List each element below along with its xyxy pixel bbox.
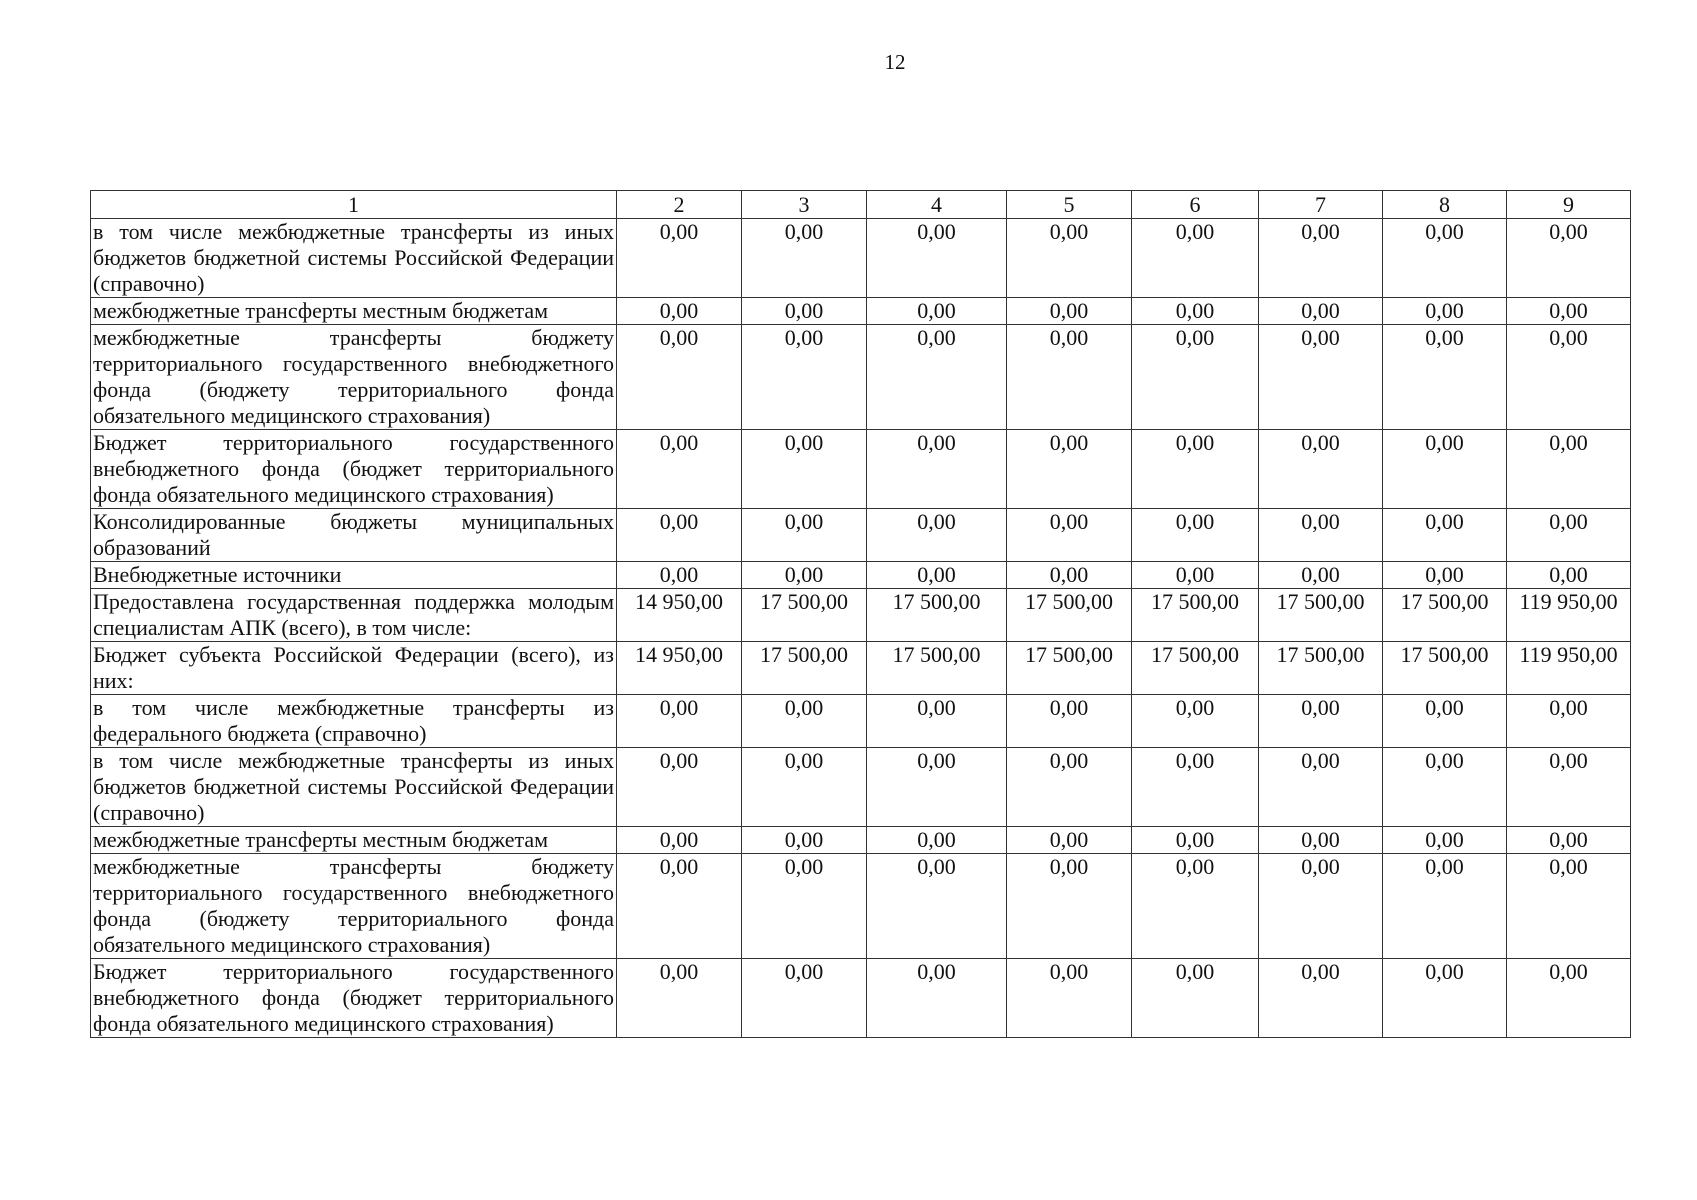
value-cell: 0,00 [1007, 509, 1132, 562]
value-cell: 0,00 [1132, 325, 1259, 430]
row-label: межбюджетные трансферты бюджету территориального государственного внебюджетного фонда (бюджету территориального фонда обязательного медицинского страхования) [91, 854, 617, 959]
column-number-5: 5 [1007, 191, 1132, 219]
value-cell: 0,00 [1132, 959, 1259, 1038]
value-cell: 0,00 [617, 748, 742, 827]
value-cell: 119 950,00 [1507, 642, 1631, 695]
column-number-7: 7 [1259, 191, 1383, 219]
value-cell: 119 950,00 [1507, 589, 1631, 642]
row-label: в том числе межбюджетные трансферты из иных бюджетов бюджетной системы Российской Федерации (справочно) [91, 748, 617, 827]
value-cell: 0,00 [1507, 959, 1631, 1038]
value-cell: 0,00 [1259, 325, 1383, 430]
value-cell: 0,00 [867, 298, 1007, 325]
table-row [91, 695, 1631, 748]
value-cell: 0,00 [1007, 695, 1132, 748]
value-cell: 0,00 [1007, 959, 1132, 1038]
value-cell: 0,00 [742, 827, 867, 854]
value-cell: 0,00 [617, 854, 742, 959]
row-label: Предоставлена государственная поддержка молодым специалистам АПК (всего), в том числе: [91, 589, 617, 642]
value-cell: 0,00 [1507, 298, 1631, 325]
row-label: межбюджетные трансферты местным бюджетам [91, 298, 617, 325]
value-cell: 0,00 [1383, 695, 1507, 748]
value-cell: 0,00 [1132, 509, 1259, 562]
value-cell: 0,00 [1132, 430, 1259, 509]
row-label: в том числе межбюджетные трансферты из иных бюджетов бюджетной системы Российской Федерации (справочно) [91, 219, 617, 298]
table-row [91, 562, 1631, 589]
value-cell: 0,00 [867, 959, 1007, 1038]
value-cell: 0,00 [867, 854, 1007, 959]
value-cell: 0,00 [617, 509, 742, 562]
value-cell: 0,00 [867, 695, 1007, 748]
value-cell: 0,00 [1007, 430, 1132, 509]
value-cell: 0,00 [742, 219, 867, 298]
value-cell: 0,00 [867, 509, 1007, 562]
value-cell: 17 500,00 [867, 589, 1007, 642]
value-cell: 0,00 [1507, 748, 1631, 827]
value-cell: 0,00 [617, 827, 742, 854]
value-cell: 0,00 [867, 827, 1007, 854]
value-cell: 0,00 [1507, 219, 1631, 298]
column-number-6: 6 [1132, 191, 1259, 219]
row-label: межбюджетные трансферты бюджету территориального государственного внебюджетного фонда (бюджету территориального фонда обязательного медицинского страхования) [91, 325, 617, 430]
value-cell: 17 500,00 [742, 642, 867, 695]
value-cell: 0,00 [1259, 748, 1383, 827]
table-row [91, 509, 1631, 562]
column-number-1: 1 [91, 191, 617, 219]
value-cell: 0,00 [617, 219, 742, 298]
value-cell: 0,00 [867, 562, 1007, 589]
value-cell: 17 500,00 [742, 589, 867, 642]
value-cell: 0,00 [1383, 325, 1507, 430]
value-cell: 17 500,00 [867, 642, 1007, 695]
value-cell: 0,00 [742, 959, 867, 1038]
row-label: Бюджет территориального государственного внебюджетного фонда (бюджет территориального фонда обязательного медицинского страхования) [91, 430, 617, 509]
value-cell: 17 500,00 [1259, 642, 1383, 695]
value-cell: 0,00 [1259, 562, 1383, 589]
value-cell: 0,00 [1383, 748, 1507, 827]
row-label: Бюджет территориального государственного внебюджетного фонда (бюджет территориального фонда обязательного медицинского страхования) [91, 959, 617, 1038]
row-label: Бюджет субъекта Российской Федерации (всего), из них: [91, 642, 617, 695]
value-cell: 0,00 [1132, 562, 1259, 589]
value-cell: 0,00 [617, 695, 742, 748]
value-cell: 0,00 [1132, 695, 1259, 748]
column-number-9: 9 [1507, 191, 1631, 219]
column-number-3: 3 [742, 191, 867, 219]
value-cell: 17 500,00 [1007, 642, 1132, 695]
table-row [91, 219, 1631, 298]
value-cell: 0,00 [1132, 854, 1259, 959]
value-cell: 0,00 [1507, 325, 1631, 430]
value-cell: 0,00 [867, 325, 1007, 430]
value-cell: 0,00 [1507, 509, 1631, 562]
value-cell: 0,00 [1007, 562, 1132, 589]
value-cell: 17 500,00 [1007, 589, 1132, 642]
table-row [91, 959, 1631, 1038]
table-row [91, 748, 1631, 827]
column-number-4: 4 [867, 191, 1007, 219]
table-row [91, 642, 1631, 695]
value-cell: 0,00 [742, 430, 867, 509]
header-row [91, 191, 1631, 219]
row-label: в том числе межбюджетные трансферты из федерального бюджета (справочно) [91, 695, 617, 748]
value-cell: 0,00 [742, 325, 867, 430]
table-row [91, 298, 1631, 325]
value-cell: 0,00 [1507, 562, 1631, 589]
row-label: межбюджетные трансферты местным бюджетам [91, 827, 617, 854]
table-row [91, 430, 1631, 509]
row-label: Консолидированные бюджеты муниципальных образований [91, 509, 617, 562]
row-label: Внебюджетные источники [91, 562, 617, 589]
column-number-8: 8 [1383, 191, 1507, 219]
value-cell: 0,00 [617, 298, 742, 325]
value-cell: 0,00 [867, 430, 1007, 509]
table-row [91, 827, 1631, 854]
value-cell: 0,00 [1259, 827, 1383, 854]
value-cell: 0,00 [617, 325, 742, 430]
value-cell: 0,00 [1007, 219, 1132, 298]
value-cell: 0,00 [867, 219, 1007, 298]
value-cell: 0,00 [742, 748, 867, 827]
value-cell: 0,00 [1383, 959, 1507, 1038]
table-row [91, 589, 1631, 642]
value-cell: 0,00 [1007, 298, 1132, 325]
table-row [91, 325, 1631, 430]
value-cell: 0,00 [1007, 854, 1132, 959]
value-cell: 0,00 [1007, 748, 1132, 827]
value-cell: 0,00 [1259, 298, 1383, 325]
table-row [91, 854, 1631, 959]
value-cell: 0,00 [867, 748, 1007, 827]
value-cell: 0,00 [1259, 219, 1383, 298]
value-cell: 0,00 [1507, 430, 1631, 509]
value-cell: 0,00 [1132, 298, 1259, 325]
value-cell: 0,00 [617, 562, 742, 589]
value-cell: 0,00 [1259, 695, 1383, 748]
value-cell: 0,00 [617, 959, 742, 1038]
page-number: 12 [884, 50, 906, 74]
value-cell: 0,00 [742, 509, 867, 562]
value-cell: 0,00 [1507, 695, 1631, 748]
value-cell: 0,00 [1383, 562, 1507, 589]
value-cell: 0,00 [1383, 298, 1507, 325]
value-cell: 0,00 [1007, 325, 1132, 430]
value-cell: 14 950,00 [617, 589, 742, 642]
value-cell: 0,00 [1259, 959, 1383, 1038]
value-cell: 0,00 [1132, 748, 1259, 827]
value-cell: 0,00 [742, 695, 867, 748]
value-cell: 0,00 [742, 562, 867, 589]
value-cell: 0,00 [742, 298, 867, 325]
value-cell: 0,00 [1007, 827, 1132, 854]
value-cell: 17 500,00 [1383, 642, 1507, 695]
value-cell: 0,00 [1507, 827, 1631, 854]
value-cell: 0,00 [1383, 219, 1507, 298]
column-number-2: 2 [617, 191, 742, 219]
value-cell: 0,00 [1383, 430, 1507, 509]
value-cell: 0,00 [1132, 827, 1259, 854]
value-cell: 0,00 [1383, 509, 1507, 562]
value-cell: 17 500,00 [1132, 589, 1259, 642]
value-cell: 0,00 [1383, 827, 1507, 854]
value-cell: 0,00 [617, 430, 742, 509]
value-cell: 17 500,00 [1383, 589, 1507, 642]
value-cell: 0,00 [1383, 854, 1507, 959]
value-cell: 0,00 [1259, 430, 1383, 509]
value-cell: 17 500,00 [1259, 589, 1383, 642]
value-cell: 0,00 [1259, 854, 1383, 959]
value-cell: 14 950,00 [617, 642, 742, 695]
budget-table [90, 190, 1631, 1038]
value-cell: 0,00 [1132, 219, 1259, 298]
value-cell: 0,00 [1259, 509, 1383, 562]
value-cell: 17 500,00 [1132, 642, 1259, 695]
value-cell: 0,00 [1507, 854, 1631, 959]
value-cell: 0,00 [742, 854, 867, 959]
